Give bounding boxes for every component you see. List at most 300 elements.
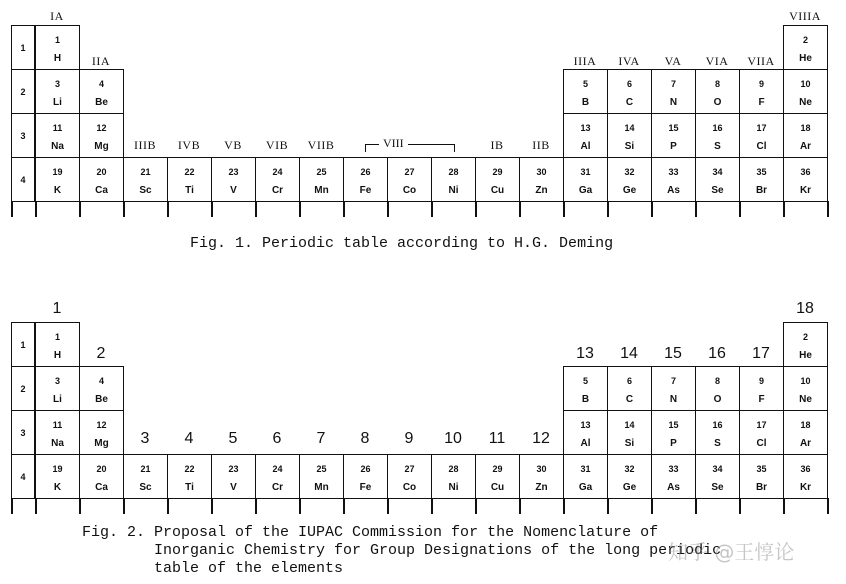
atomic-number: 34 <box>712 464 723 474</box>
atomic-number: 12 <box>96 123 107 133</box>
atomic-number: 32 <box>624 464 635 474</box>
element-cell-cu <box>475 454 520 499</box>
element-symbol: B <box>581 394 590 405</box>
element-cell-cl <box>739 113 784 158</box>
group-label-9: 9 <box>404 430 414 447</box>
group-label-viia: VIIA <box>747 54 775 68</box>
element-symbol: V <box>230 185 237 196</box>
element-symbol: Li <box>53 97 62 108</box>
group-label-8: 8 <box>360 430 370 447</box>
period-5-stub-line <box>519 201 521 217</box>
atomic-number: 27 <box>404 167 415 177</box>
atomic-number: 29 <box>492 167 503 177</box>
element-symbol: H <box>53 53 62 64</box>
atomic-number: 36 <box>800 167 811 177</box>
element-symbol: P <box>670 438 677 449</box>
group-label-iiia: IIIA <box>573 54 597 68</box>
period-5-stub-line <box>255 201 257 217</box>
element-symbol: Cu <box>490 482 505 493</box>
element-cell-mn <box>299 454 344 499</box>
element-symbol: Al <box>580 141 591 152</box>
period-5-stub-line <box>255 498 257 514</box>
element-symbol: O <box>713 97 722 108</box>
element-cell-cr <box>255 157 300 202</box>
element-cell-n <box>651 366 696 411</box>
group-label-ivb: IVB <box>177 138 201 152</box>
element-cell-f <box>739 366 784 411</box>
group-label-12: 12 <box>532 430 550 447</box>
element-cell-br <box>739 157 784 202</box>
element-symbol: He <box>799 350 812 361</box>
element-symbol: Zn <box>535 482 548 493</box>
atomic-number: 9 <box>758 376 764 386</box>
period-5-stub-line <box>167 201 169 217</box>
group-label-iia: IIA <box>91 54 111 68</box>
atomic-number: 10 <box>800 376 811 386</box>
period-5-stub-line <box>475 498 477 514</box>
element-cell-h <box>35 322 80 367</box>
element-symbol: Ga <box>578 185 593 196</box>
group-label-2: 2 <box>96 345 106 362</box>
group-label-13: 13 <box>576 345 594 362</box>
element-symbol: Ga <box>578 482 593 493</box>
element-cell-ar <box>783 410 828 455</box>
element-symbol: As <box>667 185 680 196</box>
element-symbol: Co <box>402 482 417 493</box>
group-label-vb: VB <box>224 138 242 152</box>
element-cell-b <box>563 366 608 411</box>
period-5-stub-line <box>739 201 741 217</box>
element-symbol: P <box>670 141 677 152</box>
element-cell-ca <box>79 157 124 202</box>
atomic-number: 3 <box>54 79 60 89</box>
element-cell-k <box>35 454 80 499</box>
period-number-4: 4 <box>11 454 35 499</box>
element-symbol: S <box>714 141 721 152</box>
element-symbol: Zn <box>535 185 548 196</box>
element-cell-ni <box>431 157 476 202</box>
element-cell-ti <box>167 454 212 499</box>
element-symbol: Mn <box>314 482 329 493</box>
group-label-iib: IIB <box>532 138 550 152</box>
element-cell-zn <box>519 454 564 499</box>
element-symbol: He <box>799 53 812 64</box>
period-5-stub-line <box>519 498 521 514</box>
group-label-11: 11 <box>488 430 506 447</box>
atomic-number: 1 <box>54 332 60 342</box>
element-cell-n <box>651 69 696 114</box>
element-symbol: N <box>669 394 678 405</box>
atomic-number: 30 <box>536 167 547 177</box>
element-symbol: Fe <box>359 185 372 196</box>
element-cell-fe <box>343 454 388 499</box>
element-symbol: Mg <box>94 438 109 449</box>
period-5-stub-line <box>35 498 37 514</box>
element-cell-zn <box>519 157 564 202</box>
atomic-number: 36 <box>800 464 811 474</box>
atomic-number: 14 <box>624 420 635 430</box>
group-label-1: 1 <box>52 300 62 317</box>
atomic-number: 1 <box>54 35 60 45</box>
element-symbol: O <box>713 394 722 405</box>
period-5-stub-line <box>431 201 433 217</box>
element-symbol: Kr <box>799 185 812 196</box>
group-label-vib: VIB <box>265 138 289 152</box>
atomic-number: 13 <box>580 420 591 430</box>
element-cell-h <box>35 25 80 70</box>
atomic-number: 28 <box>448 167 459 177</box>
element-symbol: Na <box>51 141 64 152</box>
element-symbol: V <box>230 482 237 493</box>
figure-2-caption-line-3: table of the elements <box>82 560 344 577</box>
element-cell-p <box>651 410 696 455</box>
element-cell-al <box>563 113 608 158</box>
period-5-stub-line <box>11 201 13 217</box>
group-label-15: 15 <box>664 345 682 362</box>
period-5-stub-line <box>11 498 13 514</box>
group-label-17: 17 <box>752 345 770 362</box>
group-label-via: VIA <box>705 54 729 68</box>
period-5-stub-line <box>79 201 81 217</box>
atomic-number: 23 <box>228 464 239 474</box>
element-symbol: Kr <box>799 482 812 493</box>
figure-2-caption-line-2: Inorganic Chemistry for Group Designations of the long periodic <box>82 542 722 559</box>
element-symbol: Mg <box>94 141 109 152</box>
element-symbol: N <box>669 97 678 108</box>
period-5-stub-line <box>783 498 785 514</box>
atomic-number: 19 <box>52 464 63 474</box>
element-cell-ne <box>783 69 828 114</box>
figure-2-caption-line-1: Fig. 2. Proposal of the IUPAC Commission for the Nomenclature of <box>82 524 659 541</box>
element-cell-ge <box>607 454 652 499</box>
element-cell-ar <box>783 113 828 158</box>
element-cell-sc <box>123 454 168 499</box>
atomic-number: 14 <box>624 123 635 133</box>
group-label-viib: VIIB <box>307 138 335 152</box>
period-5-stub-line <box>211 201 213 217</box>
atomic-number: 5 <box>582 79 588 89</box>
element-symbol: Al <box>580 438 591 449</box>
group-label-18: 18 <box>796 300 814 317</box>
element-cell-s <box>695 113 740 158</box>
element-cell-c <box>607 366 652 411</box>
element-cell-ga <box>563 157 608 202</box>
period-5-stub-line <box>343 201 345 217</box>
element-symbol: Be <box>95 394 108 405</box>
period-5-stub-line <box>651 498 653 514</box>
atomic-number: 31 <box>580 167 591 177</box>
element-cell-kr <box>783 157 828 202</box>
atomic-number: 25 <box>316 167 327 177</box>
atomic-number: 20 <box>96 167 107 177</box>
period-5-stub-line <box>563 201 565 217</box>
period-5-stub-line <box>211 498 213 514</box>
atomic-number: 20 <box>96 464 107 474</box>
element-cell-na <box>35 113 80 158</box>
period-5-stub-line <box>827 498 829 514</box>
element-cell-li <box>35 366 80 411</box>
element-symbol: Ca <box>95 185 108 196</box>
period-5-stub-line <box>695 498 697 514</box>
period-5-stub-line <box>431 498 433 514</box>
element-symbol: F <box>758 394 765 405</box>
atomic-number: 4 <box>98 79 104 89</box>
atomic-number: 8 <box>714 79 720 89</box>
element-symbol: Be <box>95 97 108 108</box>
period-number-2: 2 <box>11 366 35 411</box>
element-symbol: K <box>53 185 62 196</box>
atomic-number: 24 <box>272 464 283 474</box>
atomic-number: 21 <box>140 167 151 177</box>
atomic-number: 29 <box>492 464 503 474</box>
group-label-viiia: VIIIA <box>789 9 821 23</box>
element-cell-cr <box>255 454 300 499</box>
period-5-stub-line <box>563 498 565 514</box>
period-5-stub-line <box>607 201 609 217</box>
element-cell-mg <box>79 410 124 455</box>
period-5-stub-line <box>343 498 345 514</box>
period-5-stub-line <box>79 498 81 514</box>
period-number-1: 1 <box>11 25 35 70</box>
element-cell-o <box>695 69 740 114</box>
element-symbol: Sc <box>139 482 152 493</box>
element-symbol: Ti <box>185 482 194 493</box>
element-cell-li <box>35 69 80 114</box>
element-cell-al <box>563 410 608 455</box>
atomic-number: 35 <box>756 464 767 474</box>
period-5-stub-line <box>299 201 301 217</box>
period-5-stub-line <box>695 201 697 217</box>
atomic-number: 23 <box>228 167 239 177</box>
period-5-stub-line <box>123 201 125 217</box>
element-cell-cl <box>739 410 784 455</box>
figure-1-caption: Fig. 1. Periodic table according to H.G. Deming <box>190 235 614 252</box>
element-symbol: Si <box>624 141 635 152</box>
atomic-number: 21 <box>140 464 151 474</box>
element-cell-mg <box>79 113 124 158</box>
period-5-stub-line <box>827 201 829 217</box>
atomic-number: 5 <box>582 376 588 386</box>
atomic-number: 33 <box>668 464 679 474</box>
period-5-stub-line <box>35 201 37 217</box>
element-symbol: F <box>758 97 765 108</box>
element-symbol: Li <box>53 394 62 405</box>
atomic-number: 35 <box>756 167 767 177</box>
element-cell-f <box>739 69 784 114</box>
atomic-number: 13 <box>580 123 591 133</box>
element-symbol: Ti <box>185 185 194 196</box>
period-number-1: 1 <box>11 322 35 367</box>
period-number-3: 3 <box>11 410 35 455</box>
element-cell-s <box>695 410 740 455</box>
watermark-text: 知乎 @王惇论 <box>668 540 795 564</box>
element-symbol: C <box>625 394 634 405</box>
element-cell-k <box>35 157 80 202</box>
element-symbol: Fe <box>359 482 372 493</box>
element-symbol: Cr <box>271 482 284 493</box>
element-cell-o <box>695 366 740 411</box>
element-cell-si <box>607 113 652 158</box>
element-symbol: Cu <box>490 185 505 196</box>
element-cell-be <box>79 69 124 114</box>
group-label-16: 16 <box>708 345 726 362</box>
group-label-7: 7 <box>316 430 326 447</box>
element-cell-as <box>651 454 696 499</box>
element-symbol: Cl <box>756 141 767 152</box>
period-number-4: 4 <box>11 157 35 202</box>
period-5-stub-line <box>783 201 785 217</box>
element-symbol: Co <box>402 185 417 196</box>
period-5-stub-line <box>167 498 169 514</box>
atomic-number: 6 <box>626 79 632 89</box>
atomic-number: 11 <box>52 123 63 133</box>
element-cell-si <box>607 410 652 455</box>
group-label-10: 10 <box>444 430 462 447</box>
element-symbol: Ge <box>622 185 637 196</box>
element-symbol: Mn <box>314 185 329 196</box>
atomic-number: 18 <box>800 420 811 430</box>
atomic-number: 8 <box>714 376 720 386</box>
group-label-6: 6 <box>272 430 282 447</box>
atomic-number: 33 <box>668 167 679 177</box>
atomic-number: 32 <box>624 167 635 177</box>
element-cell-mn <box>299 157 344 202</box>
element-cell-v <box>211 454 256 499</box>
element-cell-c <box>607 69 652 114</box>
period-5-stub-line <box>475 201 477 217</box>
element-symbol: Ne <box>799 394 812 405</box>
element-symbol: Ne <box>799 97 812 108</box>
element-cell-co <box>387 157 432 202</box>
element-symbol: Ni <box>448 185 459 196</box>
group-label-iiib: IIIB <box>134 138 156 152</box>
period-number-3: 3 <box>11 113 35 158</box>
element-symbol: Ar <box>799 141 812 152</box>
group-label-3: 3 <box>140 430 150 447</box>
element-cell-b <box>563 69 608 114</box>
atomic-number: 2 <box>802 35 808 45</box>
element-cell-ti <box>167 157 212 202</box>
atomic-number: 9 <box>758 79 764 89</box>
element-symbol: Br <box>755 482 768 493</box>
element-symbol: Ge <box>622 482 637 493</box>
element-symbol: Cl <box>756 438 767 449</box>
atomic-number: 15 <box>668 420 679 430</box>
element-cell-ne <box>783 366 828 411</box>
element-cell-ga <box>563 454 608 499</box>
group-label-4: 4 <box>184 430 194 447</box>
element-symbol: Ni <box>448 482 459 493</box>
element-cell-kr <box>783 454 828 499</box>
element-cell-cu <box>475 157 520 202</box>
element-symbol: Ar <box>799 438 812 449</box>
atomic-number: 15 <box>668 123 679 133</box>
element-cell-fe <box>343 157 388 202</box>
element-symbol: Cr <box>271 185 284 196</box>
element-cell-br <box>739 454 784 499</box>
element-cell-co <box>387 454 432 499</box>
period-number-2: 2 <box>11 69 35 114</box>
atomic-number: 7 <box>670 79 676 89</box>
element-symbol: C <box>625 97 634 108</box>
element-symbol: As <box>667 482 680 493</box>
period-5-stub-line <box>123 498 125 514</box>
period-5-stub-line <box>739 498 741 514</box>
group-label-ia: IA <box>50 9 64 23</box>
atomic-number: 30 <box>536 464 547 474</box>
element-symbol: Na <box>51 438 64 449</box>
atomic-number: 2 <box>802 332 808 342</box>
element-symbol: Si <box>624 438 635 449</box>
atomic-number: 17 <box>756 123 767 133</box>
element-cell-be <box>79 366 124 411</box>
atomic-number: 7 <box>670 376 676 386</box>
period-5-stub-line <box>607 498 609 514</box>
group-label-va: VA <box>664 54 682 68</box>
element-symbol: Se <box>711 185 724 196</box>
element-cell-as <box>651 157 696 202</box>
period-5-stub-line <box>387 201 389 217</box>
element-symbol: Se <box>711 482 724 493</box>
element-cell-he <box>783 322 828 367</box>
atomic-number: 3 <box>54 376 60 386</box>
group-label-viii: VIII <box>379 136 408 151</box>
element-symbol: K <box>53 482 62 493</box>
element-cell-v <box>211 157 256 202</box>
atomic-number: 26 <box>360 167 371 177</box>
element-cell-se <box>695 157 740 202</box>
atomic-number: 28 <box>448 464 459 474</box>
period-5-stub-line <box>387 498 389 514</box>
group-label-14: 14 <box>620 345 638 362</box>
atomic-number: 4 <box>98 376 104 386</box>
atomic-number: 34 <box>712 167 723 177</box>
atomic-number: 17 <box>756 420 767 430</box>
element-cell-na <box>35 410 80 455</box>
atomic-number: 27 <box>404 464 415 474</box>
atomic-number: 24 <box>272 167 283 177</box>
atomic-number: 12 <box>96 420 107 430</box>
group-label-iva: IVA <box>618 54 640 68</box>
element-symbol: H <box>53 350 62 361</box>
atomic-number: 16 <box>712 420 723 430</box>
atomic-number: 16 <box>712 123 723 133</box>
element-symbol: B <box>581 97 590 108</box>
atomic-number: 19 <box>52 167 63 177</box>
atomic-number: 10 <box>800 79 811 89</box>
element-cell-p <box>651 113 696 158</box>
atomic-number: 25 <box>316 464 327 474</box>
element-cell-sc <box>123 157 168 202</box>
group-label-5: 5 <box>228 430 238 447</box>
element-cell-ni <box>431 454 476 499</box>
atomic-number: 26 <box>360 464 371 474</box>
element-cell-ge <box>607 157 652 202</box>
period-5-stub-line <box>651 201 653 217</box>
atomic-number: 18 <box>800 123 811 133</box>
element-symbol: Ca <box>95 482 108 493</box>
element-cell-he <box>783 25 828 70</box>
element-symbol: Sc <box>139 185 152 196</box>
element-symbol: S <box>714 438 721 449</box>
atomic-number: 31 <box>580 464 591 474</box>
atomic-number: 11 <box>52 420 63 430</box>
element-cell-ca <box>79 454 124 499</box>
atomic-number: 6 <box>626 376 632 386</box>
group-label-ib: IB <box>490 138 504 152</box>
atomic-number: 22 <box>184 167 195 177</box>
element-cell-se <box>695 454 740 499</box>
